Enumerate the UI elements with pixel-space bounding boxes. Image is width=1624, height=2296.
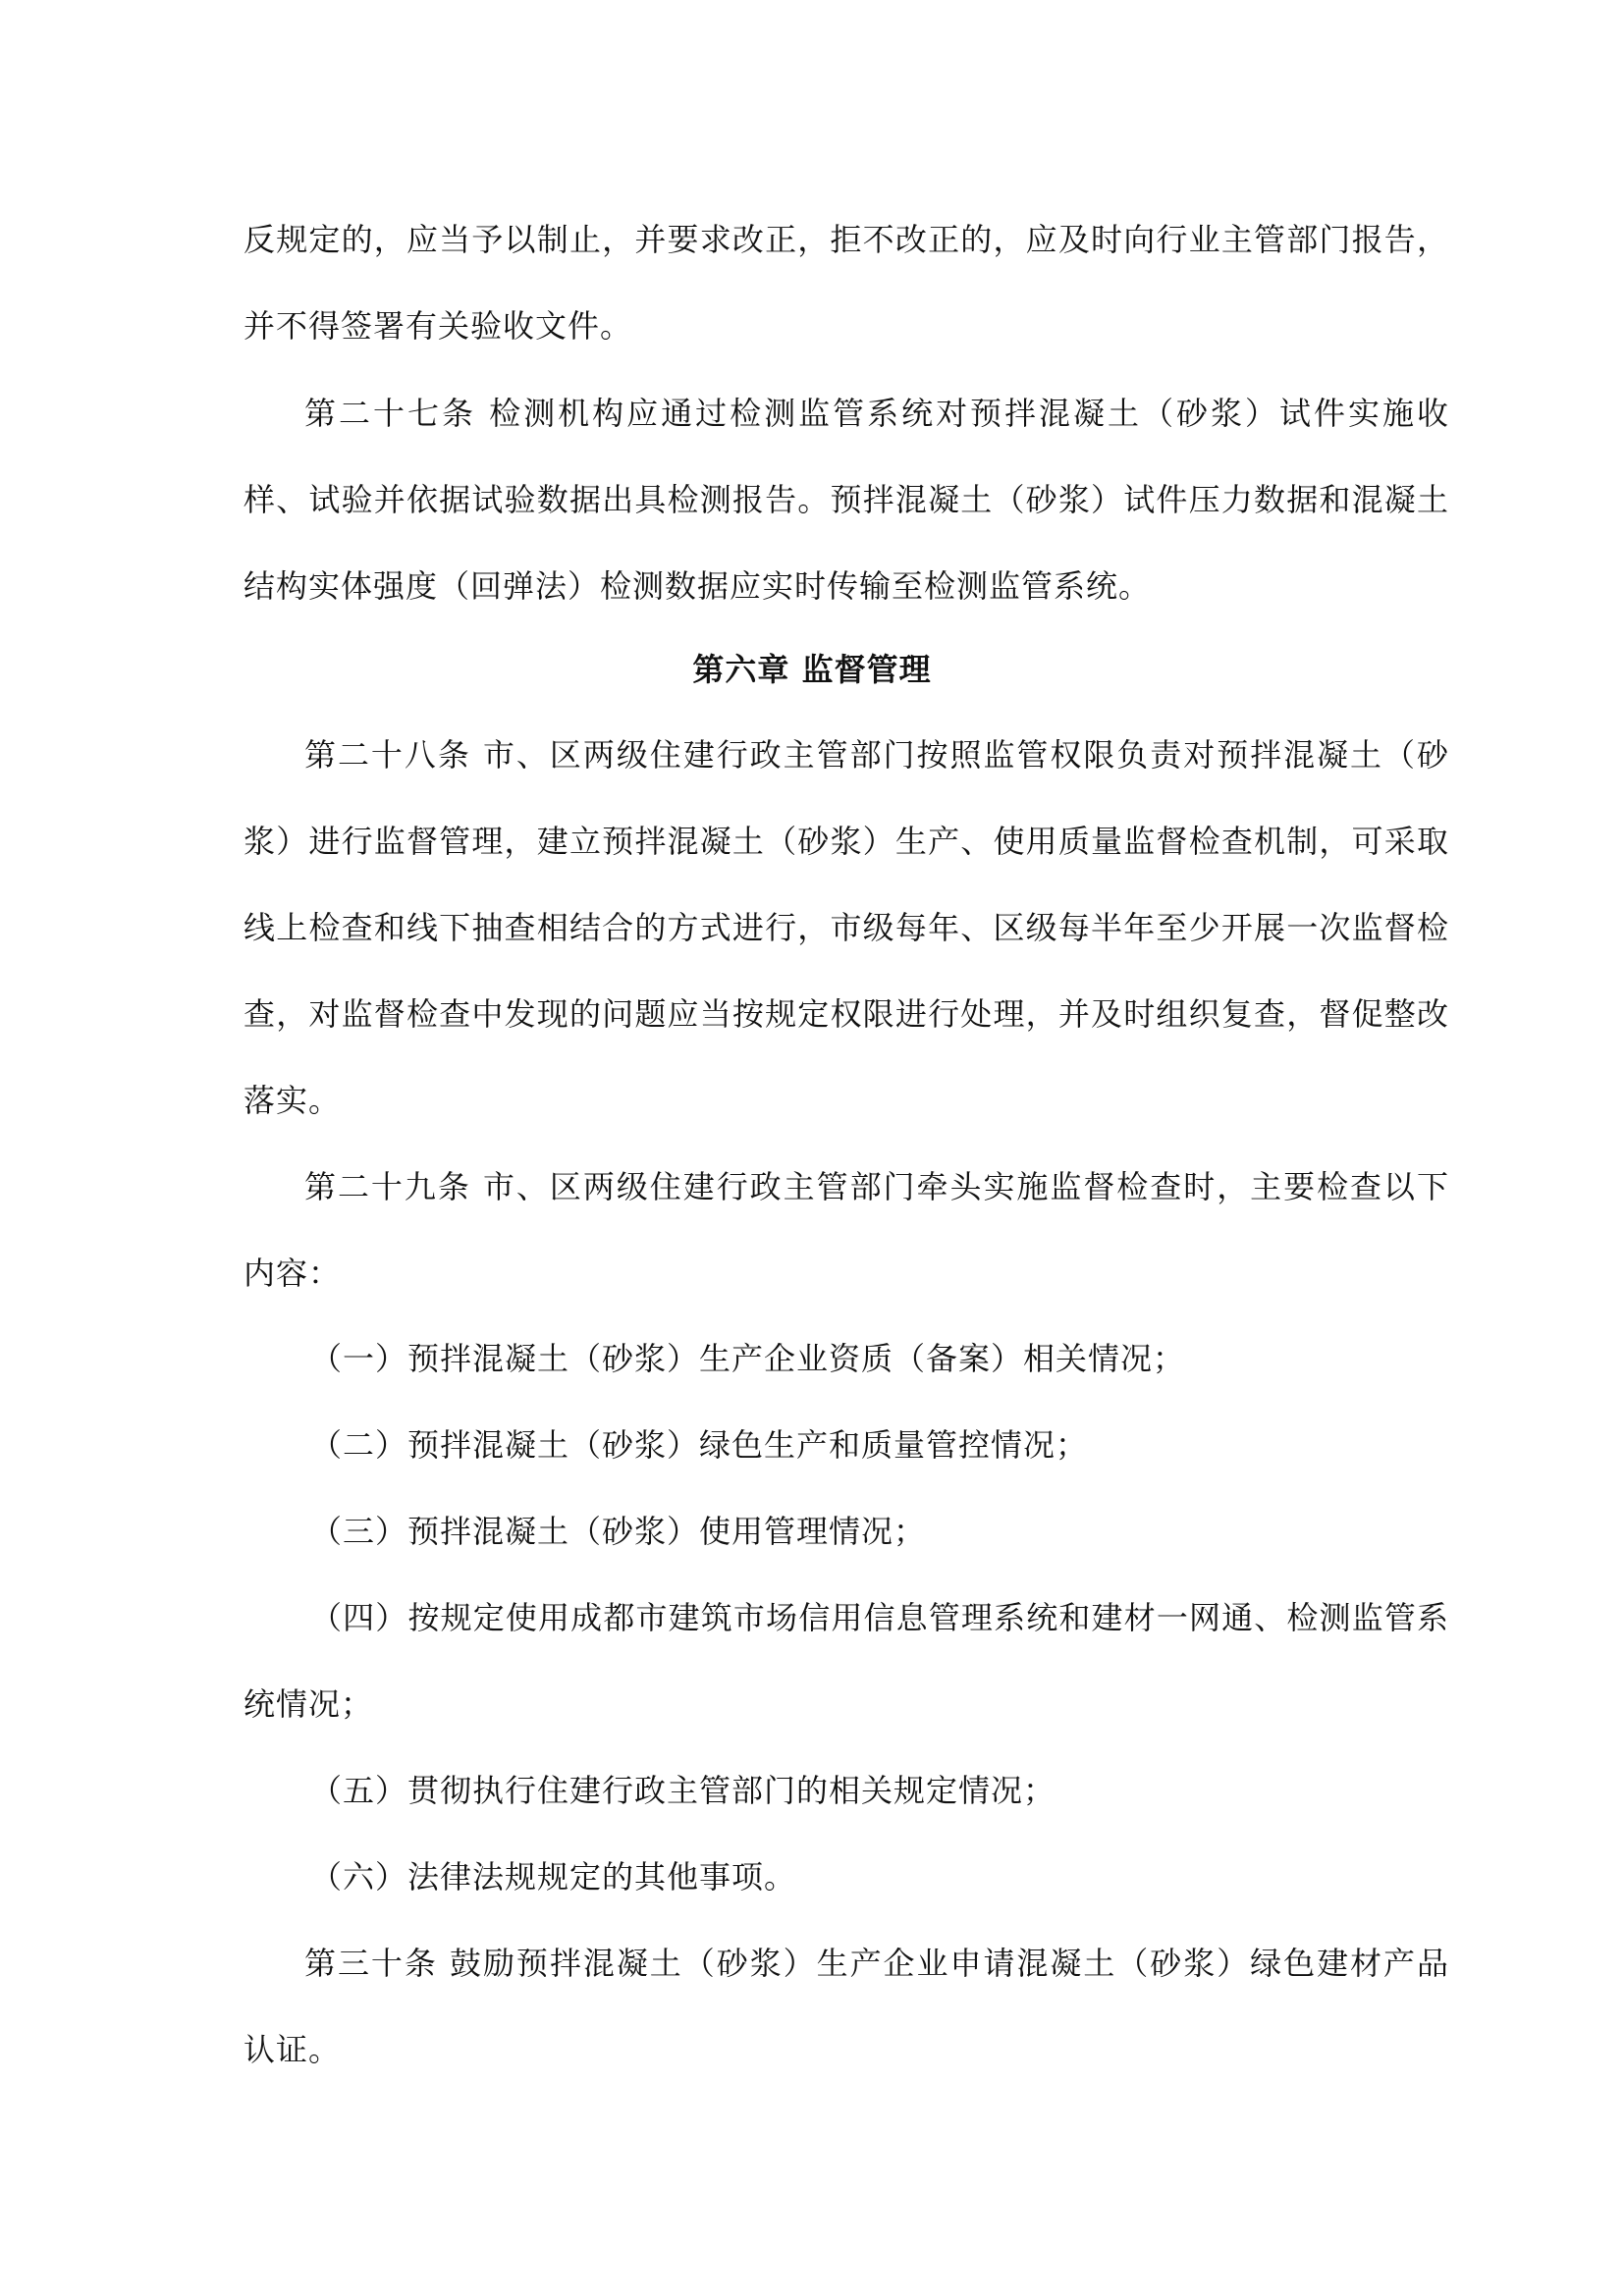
article-28-paragraph: 第二十八条 市、区两级住建行政主管部门按照监管权限负责对预拌混凝土（砂浆）进行监督管理，建立预拌混凝土（砂浆）生产、使用质量监督检查机制，可采取线上检查和线下抽查相结合的方式进行，市级每年、区级每半年至少开展一次监督检查，对监督检查中发现的问题应当按规定权限进行处理，并及时组织复查，督促整改落实。 (244, 736, 1449, 1119)
list-item-2: （二）预拌混凝土（砂浆）绿色生产和质量管控情况； (310, 1426, 1089, 1464)
article-30-paragraph: 第三十条 鼓励预拌混凝土（砂浆）生产企业申请混凝土（砂浆）绿色建材产品认证。 (244, 1945, 1449, 2068)
list-item-6: （六）法律法规规定的其他事项。 (310, 1858, 797, 1896)
article-29-paragraph: 第二十九条 市、区两级住建行政主管部门牵头实施监督检查时，主要检查以下内容： (244, 1168, 1449, 1292)
paragraph-continuation: 反规定的，应当予以制止，并要求改正，拒不改正的，应及时向行业主管部门报告，并不得签署有关验收文件。 (244, 221, 1449, 345)
list-item-5: （五）贯彻执行住建行政主管部门的相关规定情况； (310, 1772, 1056, 1809)
list-item-3: （三）预拌混凝土（砂浆）使用管理情况； (310, 1513, 927, 1550)
list-item-1: （一）预拌混凝土（砂浆）生产企业资质（备案）相关情况； (310, 1340, 1186, 1377)
article-27-paragraph: 第二十七条 检测机构应通过检测监管系统对预拌混凝土（砂浆）试件实施收样、试验并依据试验数据出具检测报告。预拌混凝土（砂浆）试件压力数据和混凝土结构实体强度（回弹法）检测数据应实时传输至检测监管系统。 (244, 395, 1449, 605)
chapter-6-heading: 第六章 监督管理 (692, 651, 932, 688)
list-item-4: （四）按规定使用成都市建筑市场信用信息管理系统和建材一网通、检测监管系统情况； (244, 1599, 1449, 1723)
